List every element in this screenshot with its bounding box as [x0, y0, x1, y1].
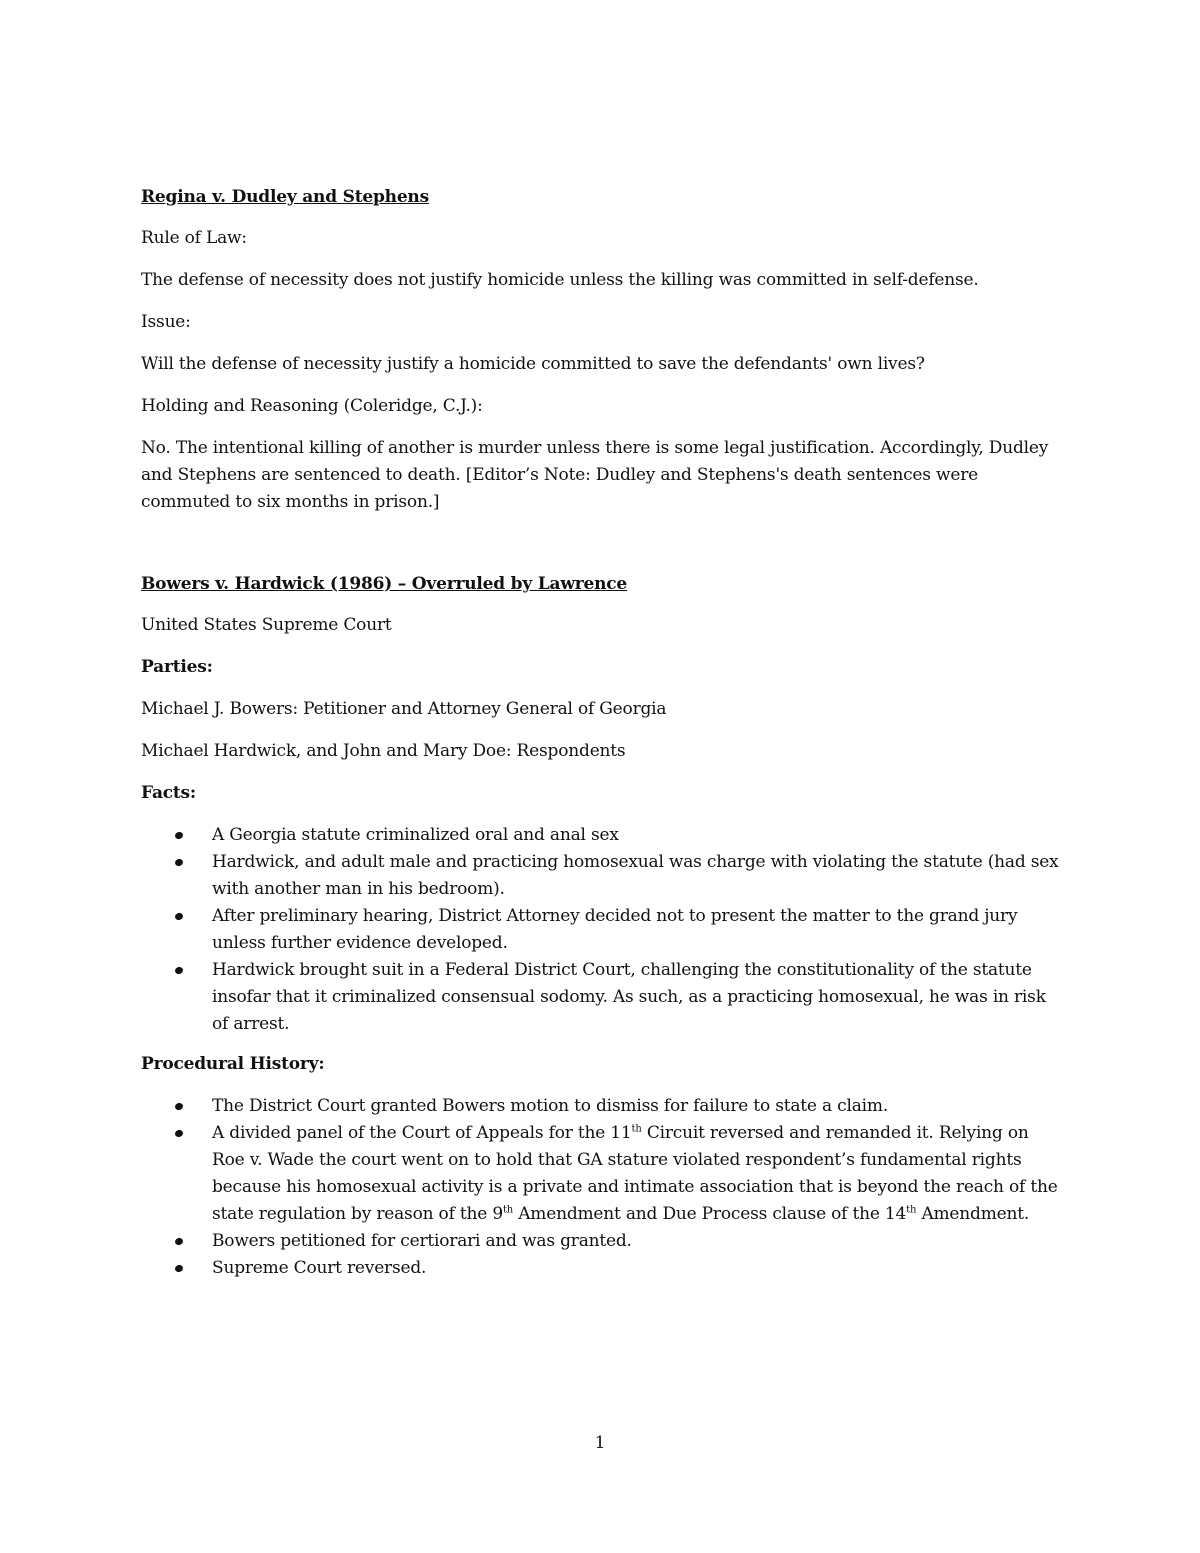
case-title-regina: Regina v. Dudley and Stephens — [141, 187, 429, 207]
list-item — [141, 1093, 1061, 1120]
fact-text: After preliminary hearing, District Attorney decided not to present the matter to the grand jury unless further evidence developed. — [212, 906, 1018, 953]
party-respondents: Michael Hardwick, and John and Mary Doe: Respondents — [141, 741, 626, 761]
court-name: United States Supreme Court — [141, 615, 392, 635]
list-item — [141, 957, 1061, 1038]
section-spacer — [141, 531, 1061, 571]
bullet-icon — [174, 1129, 184, 1138]
case-title-bowers: Bowers v. Hardwick (1986) – Overruled by Lawrence — [141, 574, 628, 594]
bullet-icon — [174, 1264, 184, 1273]
ordinal-suffix: th — [631, 1123, 642, 1135]
party-petitioner: Michael J. Bowers: Petitioner and Attorney General of Georgia — [141, 699, 667, 719]
facts-list — [141, 822, 1061, 1038]
bullet-icon — [174, 831, 184, 840]
issue-text: Will the defense of necessity justify a homicide committed to save the defendants' own lives? — [141, 354, 925, 374]
holding-text: No. The intentional killing of another is murder unless there is some legal justification. Accordingly, Dudley and Stephens are sentenced to death. [Editor’s Note: Dudley and Stephens's death sentences were commuted to six months in prison.] — [141, 438, 1049, 512]
holding-label: Holding and Reasoning (Coleridge, C.J.): — [141, 396, 483, 416]
list-item — [141, 903, 1061, 957]
fact-text: Hardwick brought suit in a Federal District Court, challenging the constitutionality of the statute insofar that it criminalized consensual sodomy. As such, as a practicing homosexual, he was in risk of arrest. — [212, 960, 1046, 1034]
bullet-icon — [174, 1237, 184, 1246]
bullet-icon — [174, 858, 184, 867]
ordinal-suffix: th — [502, 1204, 514, 1216]
bullet-icon — [174, 966, 184, 975]
list-item — [141, 1228, 1061, 1255]
page-number: 1 — [594, 1433, 606, 1453]
rule-of-law-label: Rule of Law: — [141, 228, 247, 248]
list-item — [141, 1255, 1061, 1282]
procedural-text: Bowers petitioned for certiorari and was granted. — [212, 1231, 632, 1251]
parties-label: Parties: — [141, 657, 213, 677]
procedural-history-list — [141, 1093, 1061, 1282]
fact-text: A Georgia statute criminalized oral and anal sex — [212, 825, 619, 845]
rule-of-law-text: The defense of necessity does not justify homicide unless the killing was committed in self-defense. — [141, 270, 979, 290]
procedural-text: Supreme Court reversed. — [212, 1258, 427, 1278]
bullet-icon — [174, 1102, 184, 1111]
procedural-history-label: Procedural History: — [141, 1054, 325, 1074]
procedural-text-part: A divided panel of the Court of Appeals for the 11 — [212, 1123, 632, 1143]
procedural-text: The District Court granted Bowers motion to dismiss for failure to state a claim. — [212, 1096, 888, 1116]
ordinal-suffix: th — [906, 1204, 917, 1216]
fact-text: Hardwick, and adult male and practicing homosexual was charge with violating the statute (had sex with another man in his bedroom). — [212, 852, 1059, 899]
list-item — [141, 849, 1061, 903]
procedural-text-part: Amendment and Due Process clause of the 14 — [513, 1204, 907, 1224]
facts-label: Facts: — [141, 783, 197, 803]
procedural-text-part: Amendment. — [916, 1204, 1030, 1224]
procedural-text-part: Circuit reversed and remanded it. Relying on Roe v. Wade the court went on to hold that GA stature violated respondent’s fundamental rights because his homosexual activity is a private and intimate association that is beyond the reach of the state regulation by reason of the 9 — [212, 1123, 1058, 1224]
list-item — [141, 1120, 1061, 1228]
list-item — [141, 822, 1061, 849]
document-body — [141, 184, 1061, 1295]
issue-label: Issue: — [141, 312, 191, 332]
bullet-icon — [174, 912, 184, 921]
